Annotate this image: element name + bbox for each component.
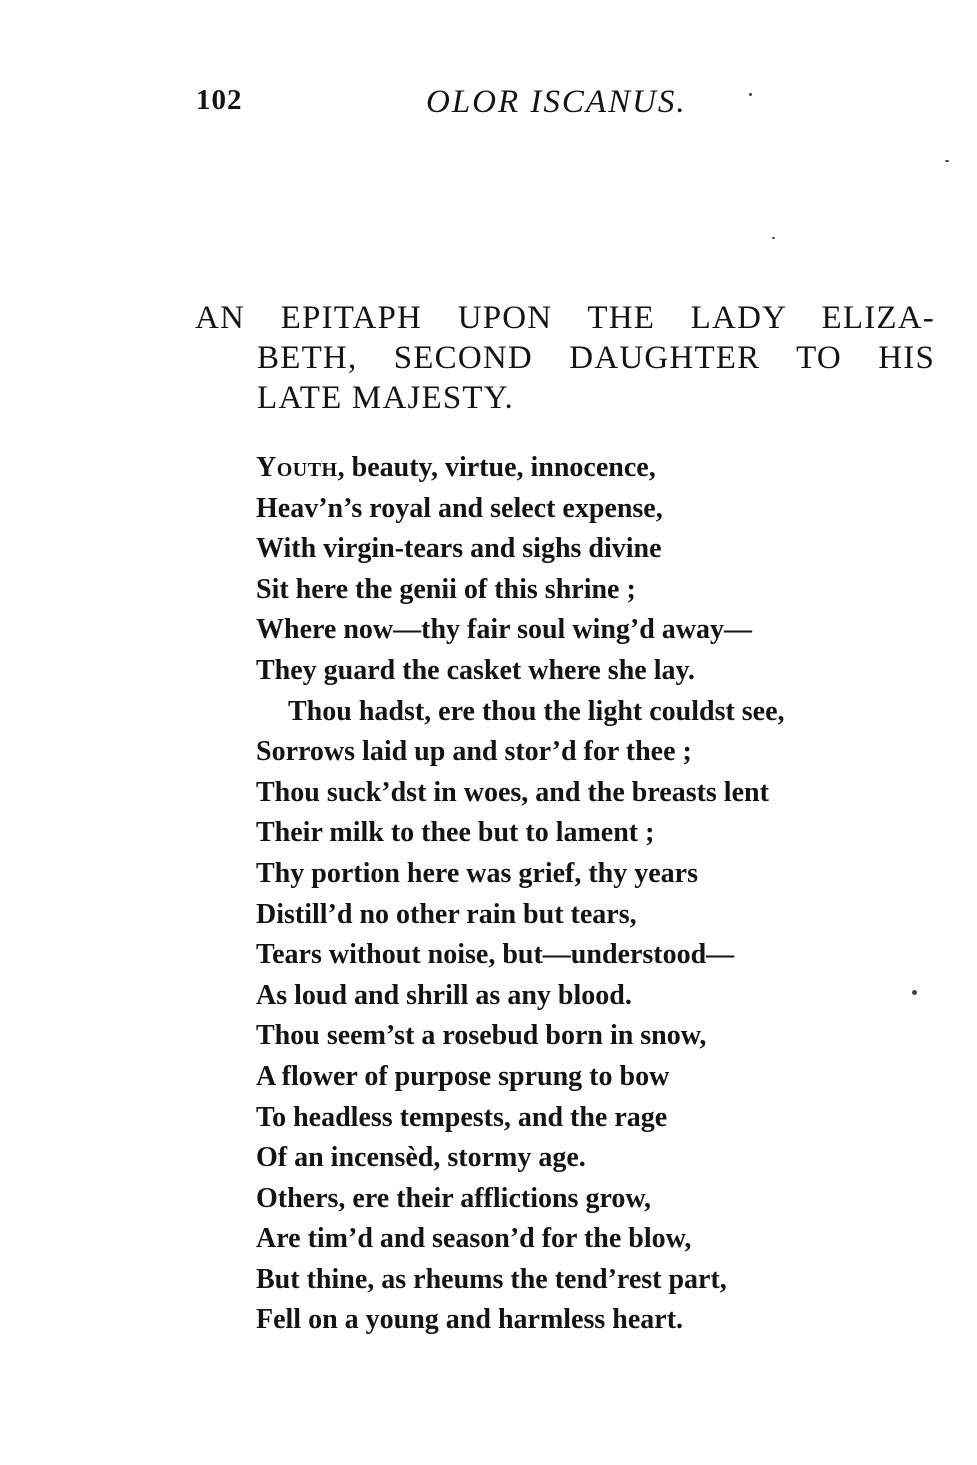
poem-line: A flower of purpose sprung to bow [256,1060,670,1092]
poem-line-text: , beauty, virtue, innocence, [337,452,656,483]
poem-line: Distill’d no other rain but tears, [256,898,637,930]
poem-line: Of an incensèd, stormy age. [256,1142,586,1174]
scan-speck [945,160,949,162]
poem-line: Sorrows laid up and stor’d for thee ; [256,736,692,768]
poem-line [256,448,936,489]
poem-line: They guard the casket where she lay. [256,654,695,686]
page-number: 102 [196,84,243,116]
scan-speck [749,93,752,96]
poem-title-line: LATE MAJESTY. [257,380,515,416]
poem-line: With virgin-tears and sighs divine [256,533,662,565]
running-head [0,84,977,134]
poem-line: Heav’n’s royal and select expense, [256,492,663,524]
poem-line: To headless tempests, and the rage [256,1101,668,1133]
poem-line: Are tim’d and season’d for the blow, [256,1223,692,1255]
poem-line: But thine, as rheums the tend’rest part, [256,1263,727,1295]
poem-line: Others, ere their afflictions grow, [256,1182,652,1214]
scan-speck [772,237,775,239]
poem-line: Tears without noise, but—understood— [256,939,735,971]
poem-title [195,298,935,418]
poem-line: Thou suck’dst in woes, and the breasts lent [256,776,769,808]
poem-title-line: BETH, SECOND DAUGHTER TO HIS [257,340,935,376]
running-title: OLOR ISCANUS. [426,84,687,120]
poem-line: Sit here the genii of this shrine ; [256,573,636,605]
poem-line: Thou hadst, ere thou the light couldst see, [288,695,785,727]
poem-line: Their milk to thee but to lament ; [256,817,655,849]
poem-line: Thy portion here was grief, thy years [256,857,698,889]
poem-title-line: AN EPITAPH UPON THE LADY ELIZA- [195,300,935,336]
opening-word: Youth [256,452,338,483]
poem-line: Where now—thy fair soul wing’d away— [256,614,753,646]
poem-line: Thou seem’st a rosebud born in snow, [256,1020,707,1052]
poem-line: Fell on a young and harmless heart. [256,1304,684,1336]
poem-body [256,448,936,1341]
poem-line: As loud and shrill as any blood. [256,979,632,1011]
